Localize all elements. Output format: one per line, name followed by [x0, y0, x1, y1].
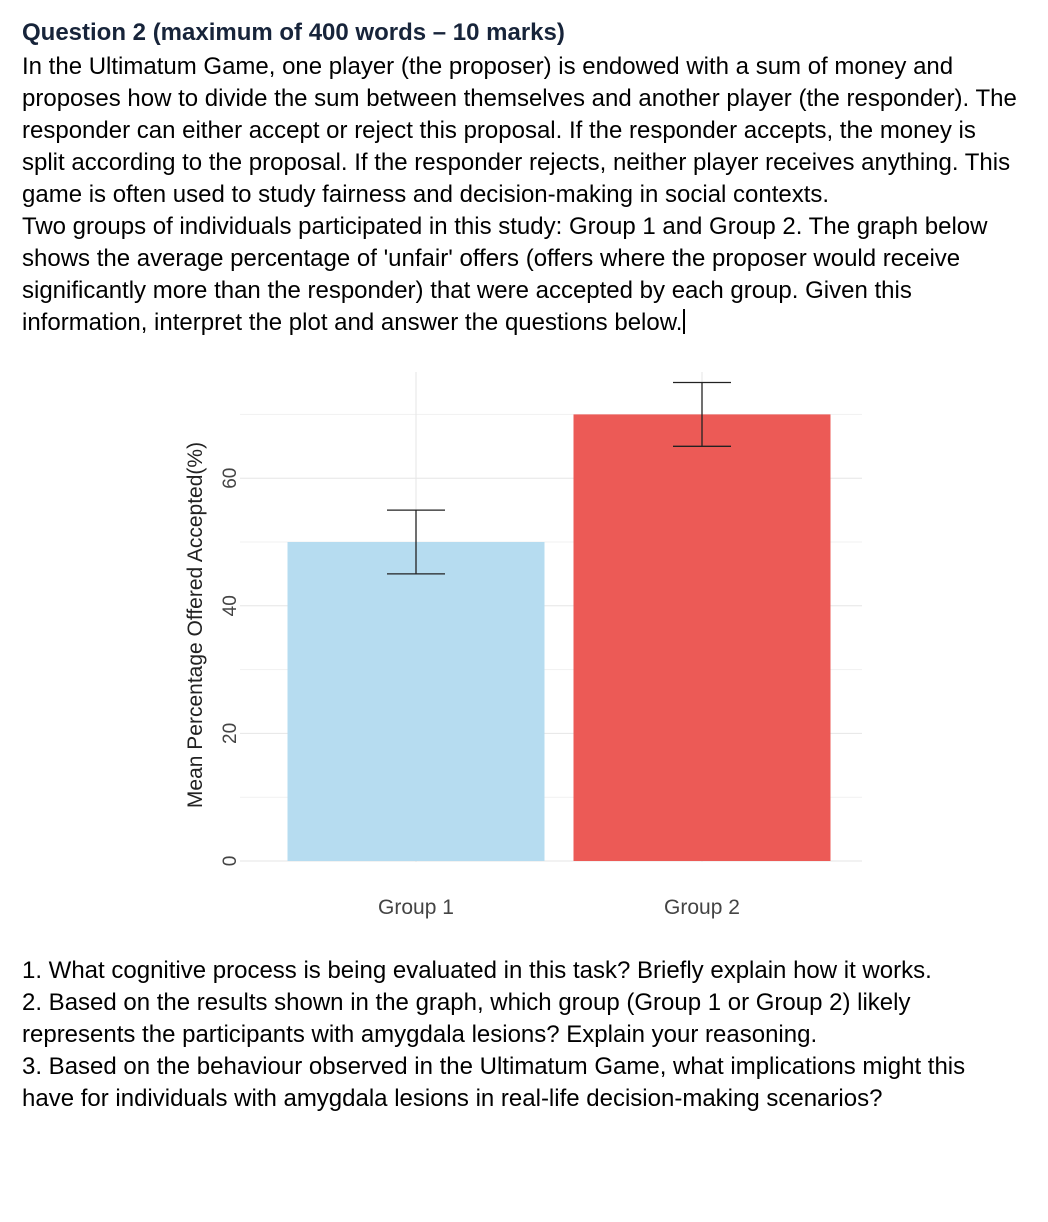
y-tick-label: 40: [220, 595, 241, 617]
question-2: 2. Based on the results shown in the graph, which group (Group 1 or Group 2) likely represents the participants with amygdala lesions? Explain your reasoning.: [22, 989, 911, 1048]
y-tick-label: 20: [220, 722, 241, 744]
y-tick-label: 0: [220, 855, 241, 867]
question-1: 1. What cognitive process is being evaluated in this task? Briefly explain how it works.: [22, 957, 932, 984]
intro-paragraph-2-text: Two groups of individuals participated in this study: Group 1 and Group 2. The graph below shows the average percentage of 'unfair' offers (offers where the proposer would receive significantly more than the responder) that were accepted by each group. Given this information, interpret the plot and answer the questions below.: [22, 213, 988, 336]
x-tick-label: Group 1: [378, 896, 454, 919]
bar-2: [574, 414, 831, 861]
bar-1: [288, 542, 545, 861]
y-axis-ticks: [220, 468, 241, 867]
intro-paragraph-1: In the Ultimatum Game, one player (the proposer) is endowed with a sum of money and proposes how to divide the sum between themselves and another player (the responder). The responder can either accept or reject this proposal. If the responder accepts, the money is split according to the proposal. If the responder rejects, neither player receives anything. This game is often used to study fairness and decision-making in social contexts.: [22, 53, 1017, 208]
question-3: 3. Based on the behaviour observed in the Ultimatum Game, what implications might this have for individuals with amygdala lesions in real-life decision-making scenarios?: [22, 1053, 966, 1112]
question-heading: Question 2 (maximum of 400 words – 10 marks): [22, 19, 565, 46]
y-axis-label: Mean Percentage Offered Accepted(%): [184, 441, 207, 809]
y-tick-label: 60: [220, 467, 241, 489]
x-axis-ticks: [378, 896, 740, 919]
x-tick-label: Group 2: [664, 896, 740, 919]
chart-bars: [288, 414, 831, 861]
question-list: [22, 955, 1022, 1115]
